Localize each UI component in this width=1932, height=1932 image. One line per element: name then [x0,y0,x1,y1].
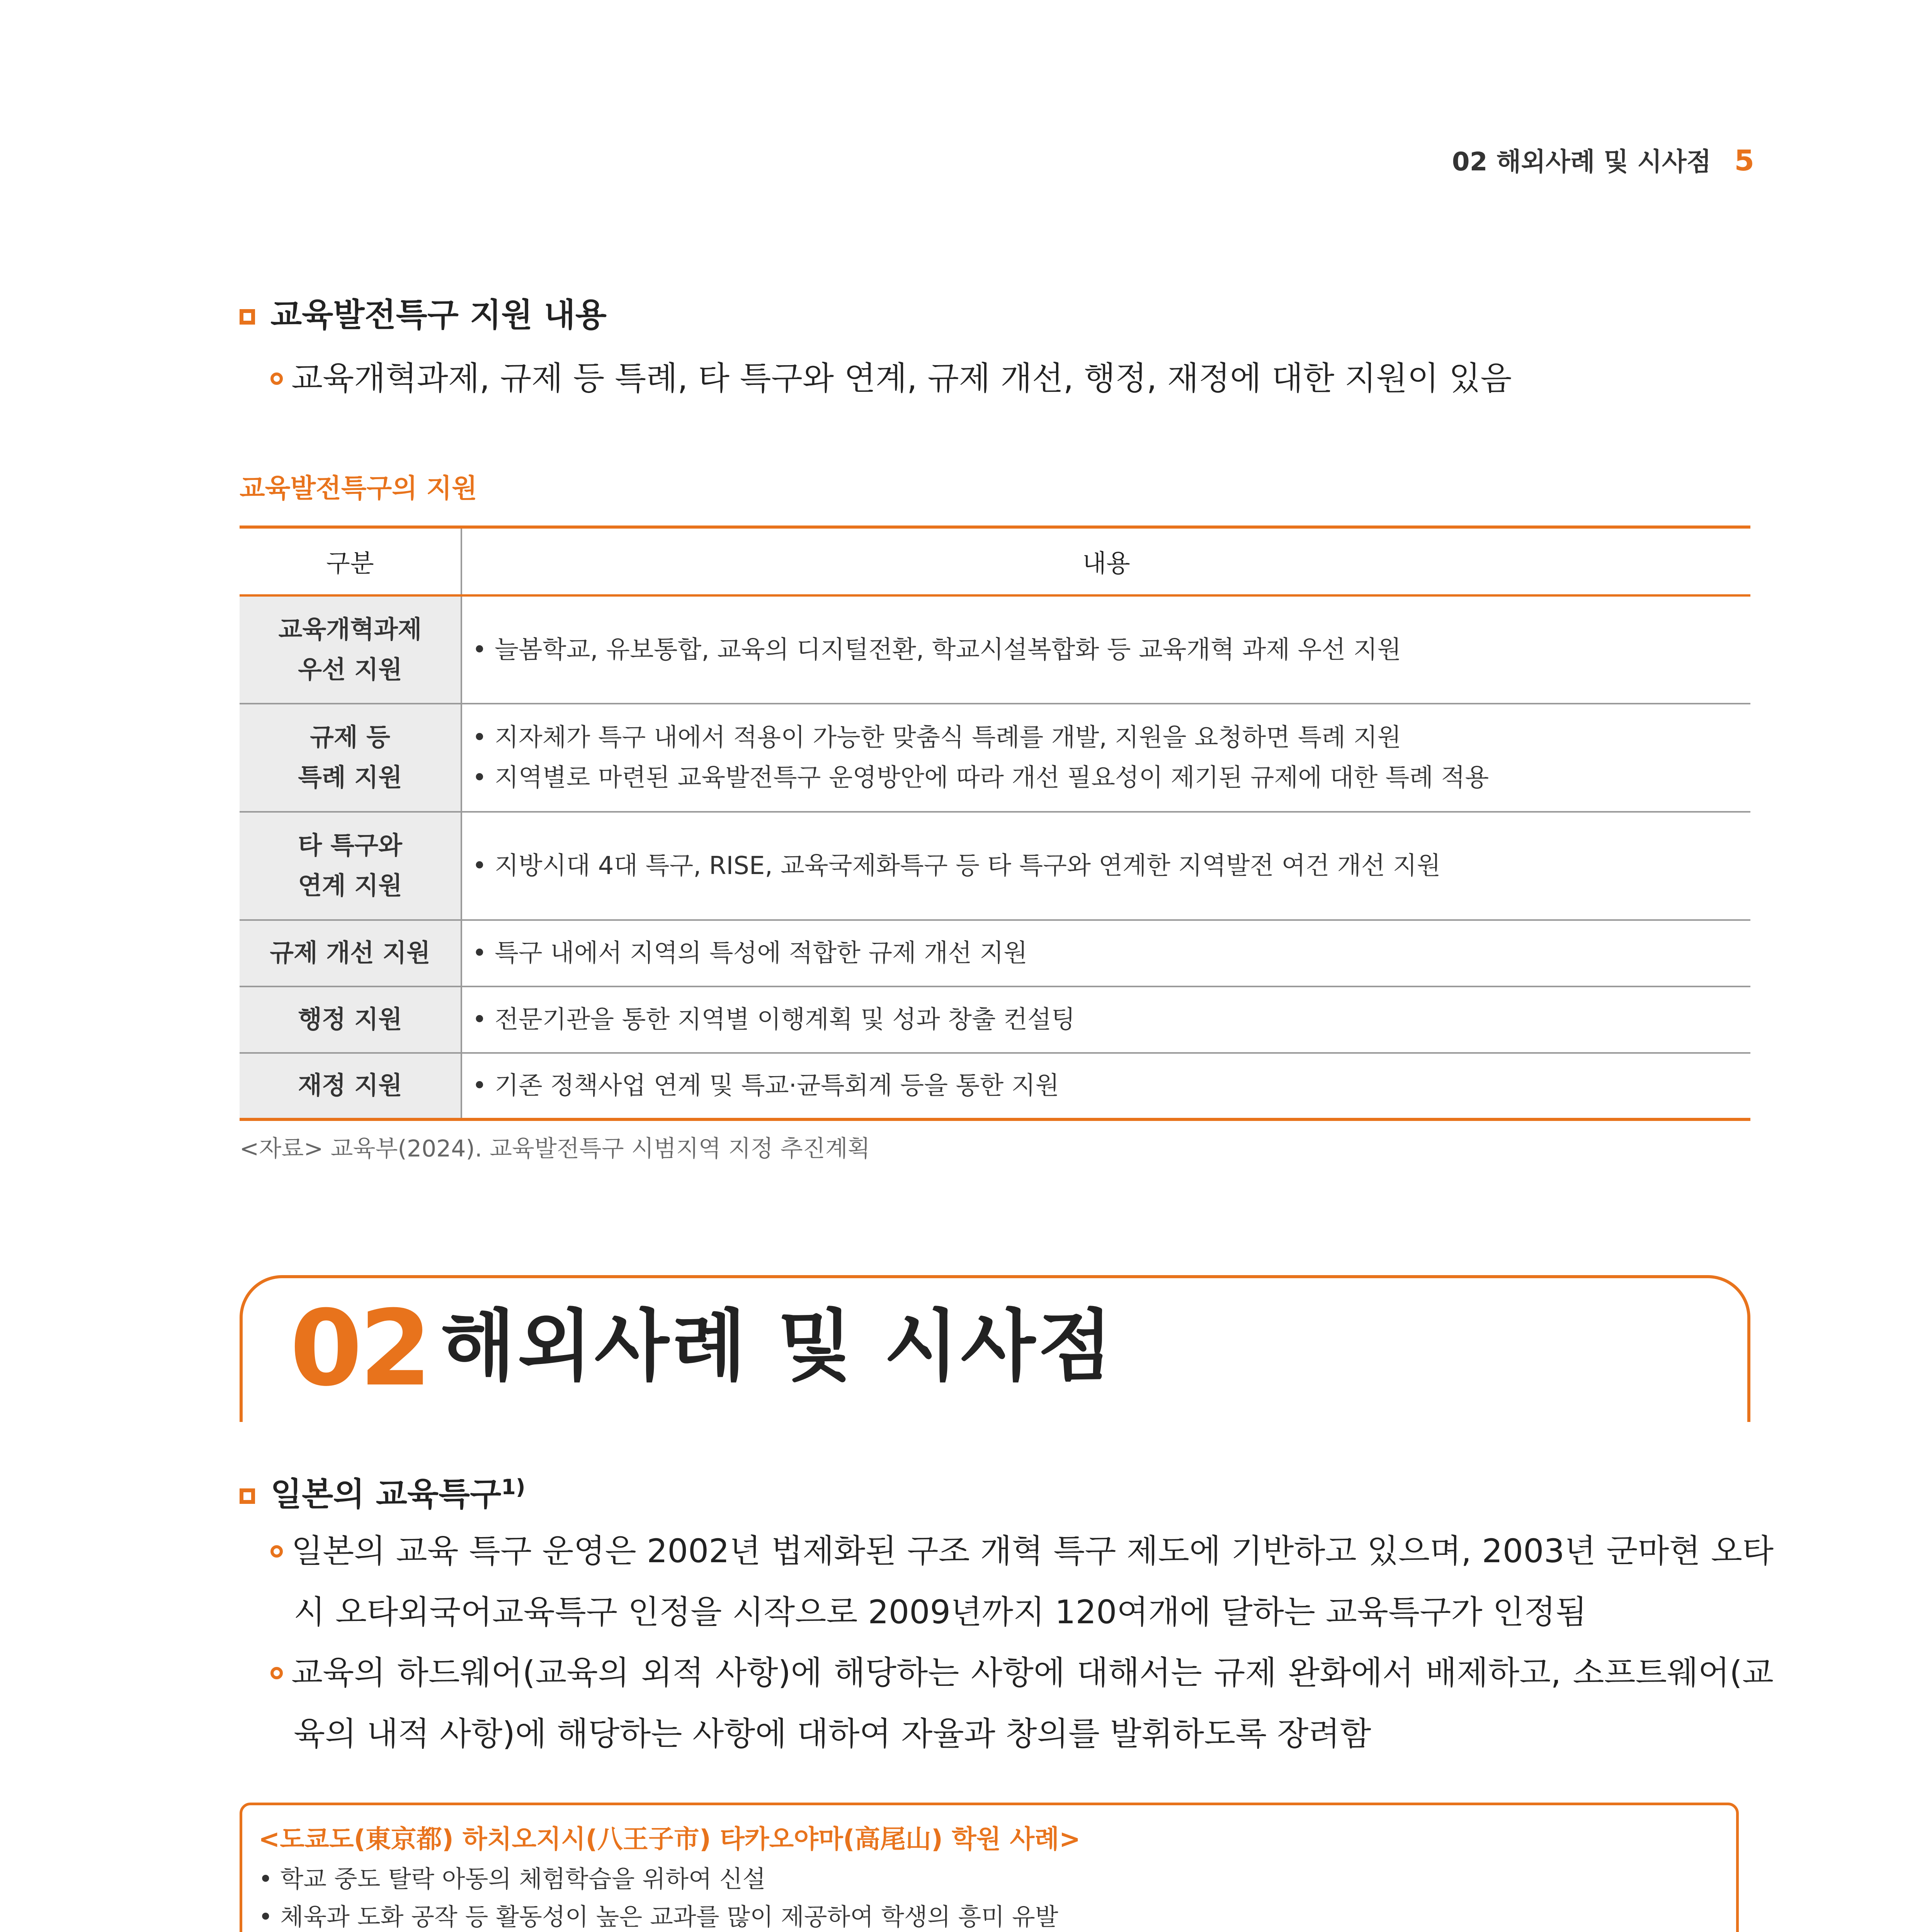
japan-bullet [270,1642,1774,1764]
table-caption: 교육발전특구의 지원 [240,473,477,504]
row-category [240,1053,461,1119]
row-content [461,1053,1750,1119]
row-category [240,986,461,1053]
column-header-category: 구분 [240,527,461,595]
table-row [240,1053,1750,1119]
content-item: • 기존 정책사업 연계 및 특교·균특회계 등을 통한 지원 [472,1071,1060,1100]
table-row [240,986,1750,1053]
category-line: 규제 개선 지원 [270,939,430,968]
support-summary [270,348,1774,409]
running-header [1452,141,1754,178]
circle-bullet-icon [270,1545,283,1558]
row-content [461,986,1750,1053]
content-item: • 늘봄학교, 유보통합, 교육의 디지털전환, 학교시설복합화 등 교육개혁 과제 우선 지원 [472,635,1401,664]
content-item: • 특구 내에서 지역의 특성에 적합한 규제 개선 지원 [472,939,1027,968]
case-study-box [240,1803,1739,1932]
category-line: 연계 지원 [298,872,402,900]
column-header-content: 내용 [461,527,1750,595]
table-row [240,812,1750,920]
row-category [240,920,461,986]
row-content [461,812,1750,920]
row-content [461,920,1750,986]
japan-bullet-text: 교육의 하드웨어(교육의 외적 사항)에 해당하는 사항에 대해서는 규제 완화에서 배제하고, 소프트웨어(교육의 내적 사항)에 해당하는 사항에 대하여 자율과 창의를 발휘하도록 장려함 [291,1654,1774,1753]
row-category [240,704,461,812]
content-item: • 전문기관을 통한 지역별 이행계획 및 성과 창출 컨설팅 [472,1005,1075,1034]
section-heading-support [240,289,607,336]
category-line: 행정 지원 [298,1005,402,1034]
category-line: 타 특구와 [298,832,402,860]
row-content [461,704,1750,812]
row-category [240,812,461,920]
case-study-title: <도쿄도(東京都) 하치오지시(八王子市) 타카오야마(高尾山) 학원 사례> [259,1824,1081,1854]
category-line: 특례 지원 [298,764,402,792]
category-line: 교육개혁과제 [278,615,422,644]
category-line: 우선 지원 [298,655,402,684]
case-study-item: • 체육과 도화 공작 등 활동성이 높은 교과를 많이 제공하여 학생의 흥미 유발 [259,1903,1058,1931]
case-study-item: • 학교 중도 탈락 아동의 체험학습을 위하여 신설 [259,1865,766,1893]
japan-bullet [270,1520,1774,1643]
category-line: 재정 지원 [298,1071,402,1100]
page-number: 5 [1734,144,1754,177]
running-header-title: 02 해외사례 및 시사점 [1452,147,1711,177]
section-heading-text: 교육발전특구 지원 내용 [270,296,607,334]
support-summary-text: 교육개혁과제, 규제 등 특례, 타 특구와 연계, 규제 개선, 행정, 재정에 대한 지원이 있음 [291,359,1512,397]
row-category [240,595,461,704]
circle-bullet-icon [270,372,283,385]
table-row [240,595,1750,704]
square-bullet-icon [240,309,255,325]
chapter-title: 해외사례 및 시사점 [440,1301,1115,1391]
square-bullet-icon [240,1488,255,1504]
content-item: • 지방시대 4대 특구, RISE, 교육국제화특구 등 타 특구와 연계한 지역발전 여건 개선 지원 [472,852,1441,880]
japan-bullet-text: 일본의 교육 특구 운영은 2002년 법제화된 구조 개혁 특구 제도에 기반하고 있으며, 2003년 군마현 오타시 오타외국어교육특구 인정을 시작으로 2009년까지 120여개에 달하는 교육특구가 인정됨 [291,1532,1774,1631]
row-content [461,595,1750,704]
support-table [240,526,1750,1121]
content-item: • 지자체가 특구 내에서 적용이 가능한 맞춤식 특례를 개발, 지원을 요청하면 특례 지원 [472,723,1401,752]
category-line: 규제 등 [310,723,390,752]
chapter-number: 02 [290,1287,429,1409]
footnote-ref: 1) [501,1475,526,1499]
content-item: • 지역별로 마련된 교육발전특구 운영방안에 따라 개선 필요성이 제기된 규제에 대한 특례 적용 [472,764,1489,792]
section-heading-japan [240,1468,526,1515]
section-heading-text: 일본의 교육특구 [270,1475,502,1513]
table-header-row [240,527,1750,595]
table-row [240,920,1750,986]
table-source: <자료> 교육부(2024). 교육발전특구 시범지역 지정 추진계획 [240,1135,870,1162]
table-row [240,704,1750,812]
circle-bullet-icon [270,1667,283,1679]
